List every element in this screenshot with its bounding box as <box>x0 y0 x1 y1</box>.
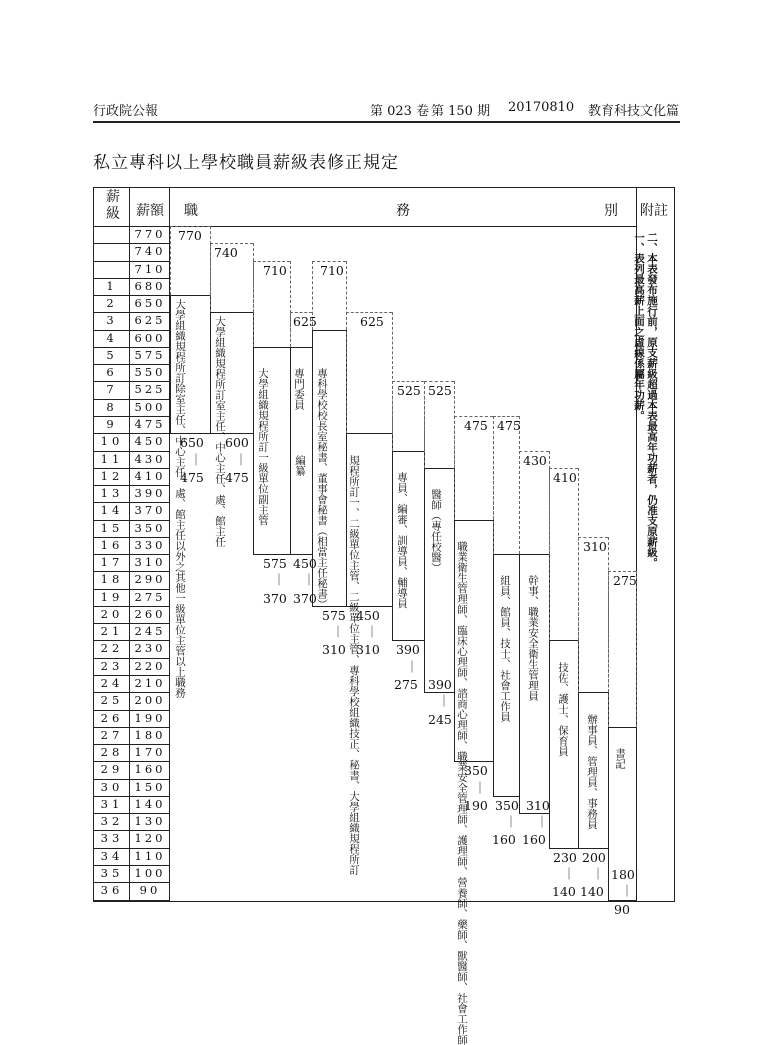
solid-top <box>290 347 312 348</box>
range-connector: ｜ <box>438 694 451 709</box>
solid-edge <box>454 520 455 762</box>
solid-edge <box>493 554 494 796</box>
dashed-edge <box>346 312 347 433</box>
amount-cell: 410 <box>134 468 166 483</box>
dashed-edge <box>519 451 520 555</box>
dashed-edge <box>608 571 609 726</box>
amount-cell: 210 <box>134 676 166 691</box>
section: 教育科技文化篇 <box>588 104 680 119</box>
grade-cell: 6 <box>106 365 118 380</box>
date: 20170810 <box>508 100 575 115</box>
range-connector: ｜ <box>474 780 487 795</box>
solid-bottom <box>424 692 454 693</box>
dashed-top <box>519 451 549 452</box>
grade-cell: 7 <box>106 382 118 397</box>
grade-cell: 32 <box>100 814 124 829</box>
range-d15_min: 90 <box>614 901 630 917</box>
amount-cell: 450 <box>134 434 166 449</box>
grade-cell: 18 <box>100 572 124 587</box>
solid-top <box>454 520 493 521</box>
solid-edge <box>210 312 211 433</box>
dashed-top <box>290 312 312 313</box>
range-d6_top: 710 <box>320 262 344 278</box>
solid-bottom <box>519 813 549 814</box>
note-2: 二、本表發布施行前，原支薪級超過本表最高年功薪者，仍准支原薪級。 <box>646 232 658 568</box>
note-1: 一、表列最高薪上面之虛線係屬年功薪。 <box>633 232 645 421</box>
issue: 第 150 期 <box>431 104 491 119</box>
solid-edge <box>608 727 609 900</box>
grade-cell: 9 <box>106 416 118 431</box>
grade-cell: 29 <box>100 762 124 777</box>
range-d9_min: 245 <box>428 711 452 727</box>
range-d2_min: 475 <box>225 469 249 485</box>
range-d12_max: 310 <box>526 797 550 813</box>
amount-cell: 550 <box>134 365 166 380</box>
salary-table <box>93 187 675 1045</box>
solid-top <box>608 727 636 728</box>
range-d10_top: 475 <box>464 417 488 433</box>
range-d10_min: 190 <box>464 797 488 813</box>
dashed-edge <box>454 416 455 520</box>
range-connector: ｜ <box>273 573 286 588</box>
range-d6_min: 310 <box>322 642 346 658</box>
col-note-header: 附註 <box>640 203 668 219</box>
solid-bottom <box>578 848 608 849</box>
amount-cell: 260 <box>134 606 166 621</box>
duty-d7: 規程所訂一、二級單位主管、二級單位主管、專科學校組織技正、秘書、大學組織規程所訂 <box>348 454 360 875</box>
dashed-top <box>424 381 454 382</box>
range-connector: ｜ <box>303 573 316 588</box>
amount-cell: 390 <box>134 486 166 501</box>
amount-cell: 100 <box>134 865 166 880</box>
range-d11_min: 160 <box>492 832 516 848</box>
solid-top <box>210 312 253 313</box>
duty-d12: 幹事、職業安全衛生管理員 <box>527 575 539 702</box>
col-duty-header-1: 職 <box>184 203 198 219</box>
dashed-top <box>346 312 392 313</box>
amount-cell: 140 <box>134 796 166 811</box>
header-rule <box>93 121 680 123</box>
solid-top <box>424 468 454 469</box>
grade-cell: 36 <box>100 883 124 898</box>
dashed-edge <box>549 468 550 641</box>
grade-cell: 22 <box>100 641 124 656</box>
dashed-edge <box>290 312 291 347</box>
range-d11_top: 475 <box>497 417 521 433</box>
amount-cell: 370 <box>134 503 166 518</box>
range-d1_min: 475 <box>180 469 204 485</box>
amount-cell: 150 <box>134 779 166 794</box>
amount-cell: 350 <box>134 520 166 535</box>
duty-d14: 辦事員、管理員、事務員 <box>586 713 598 830</box>
range-d8_min: 275 <box>394 677 418 693</box>
solid-top <box>170 295 210 296</box>
range-connector: ｜ <box>190 452 203 467</box>
grade-cell: 26 <box>100 710 124 725</box>
grade-cell: 5 <box>106 347 118 362</box>
solid-top <box>392 451 424 452</box>
amount-cell: 180 <box>134 727 166 742</box>
solid-edge <box>578 692 579 847</box>
amount-cell: 160 <box>134 762 166 777</box>
col-duty-header-2: 務 <box>396 203 410 219</box>
dashed-top <box>170 226 210 227</box>
solid-edge <box>519 554 520 813</box>
range-connector: ｜ <box>332 625 345 640</box>
grade-cell: 10 <box>100 434 124 449</box>
range-d7_min: 310 <box>356 642 380 658</box>
duty-d6: 專科學校校長室秘書、董事會秘書（相當主任秘書） <box>316 368 328 610</box>
grade-cell: 28 <box>100 745 124 760</box>
amount-cell: 525 <box>134 382 166 397</box>
grade-cell: 4 <box>106 330 118 345</box>
range-d9_max: 390 <box>428 677 452 693</box>
grade-cell: 23 <box>100 658 124 673</box>
range-d7_top: 625 <box>360 314 384 330</box>
range-d7_max: 450 <box>356 607 380 623</box>
dashed-edge <box>253 261 254 347</box>
dashed-top <box>608 571 636 572</box>
range-d11_max: 350 <box>495 797 519 813</box>
grade-cell: 20 <box>100 606 124 621</box>
amount-cell: 170 <box>134 745 166 760</box>
duty-d4: 專門委員 <box>293 368 305 411</box>
dashed-edge <box>424 381 425 467</box>
duty-d10: 職業衛生管理師、臨床心理師、諮商心理師、職業安全管理師、護理師、營養師、藥師、獸醫師、社會工作師 <box>456 540 468 1045</box>
duty-d11: 組員、館員、技士、社會工作員 <box>499 575 511 723</box>
amount-cell: 200 <box>134 693 166 708</box>
range-d1_top: 770 <box>178 228 202 243</box>
solid-bottom <box>290 554 312 555</box>
grade-cell: 2 <box>106 296 118 311</box>
amount-cell: 680 <box>134 278 166 293</box>
solid-bottom <box>493 796 519 797</box>
col-grade-header: 薪級 <box>106 189 120 222</box>
range-d13_top: 410 <box>553 469 577 485</box>
grade-cell: 31 <box>100 796 124 811</box>
dashed-edge <box>636 571 637 726</box>
grade-cell: 13 <box>100 486 124 501</box>
duty-d9: 醫師（專任校醫） <box>430 489 442 574</box>
publisher: 行政院公報 <box>93 104 159 119</box>
amount-cell: 770 <box>134 227 166 241</box>
amount-cell: 650 <box>134 296 166 311</box>
range-d14_min: 140 <box>580 884 604 900</box>
dashed-edge <box>392 381 393 450</box>
range-d15_top: 275 <box>613 573 637 589</box>
range-connector: ｜ <box>366 625 379 640</box>
amount-cell: 740 <box>134 244 166 259</box>
dashed-top <box>493 416 519 417</box>
range-connector: ｜ <box>406 659 419 674</box>
duty-d13: 技佐、護士、保育員 <box>557 661 569 757</box>
solid-bottom <box>549 848 578 849</box>
range-connector: ｜ <box>536 815 549 830</box>
solid-top <box>578 692 608 693</box>
solid-top <box>519 554 549 555</box>
grade-cell: 14 <box>100 503 124 518</box>
solid-edge <box>392 451 393 641</box>
dashed-top <box>549 468 578 469</box>
dashed-top <box>253 261 290 262</box>
solid-bottom <box>392 640 424 641</box>
dashed-top <box>578 537 608 538</box>
amount-cell: 710 <box>134 261 166 276</box>
grade-cell: 15 <box>100 520 124 535</box>
grade-cell: 12 <box>100 468 124 483</box>
volume: 第 023 卷 <box>370 104 430 119</box>
range-connector: ｜ <box>563 866 576 881</box>
solid-edge <box>346 433 347 606</box>
grade-cell: 21 <box>100 624 124 639</box>
dashed-edge <box>210 243 211 312</box>
solid-top <box>346 433 392 434</box>
range-d5_max: 450 <box>293 556 317 572</box>
grade-cell: 30 <box>100 779 124 794</box>
solid-edge <box>253 347 254 554</box>
solid-top <box>493 554 519 555</box>
amount-cell: 275 <box>134 589 166 604</box>
duty-d15: 書記 <box>614 748 626 770</box>
duty-d8: 專員、編審、訓導員、輔導員 <box>396 471 408 609</box>
range-d3_max: 575 <box>263 556 287 572</box>
range-d3_top: 710 <box>263 262 287 278</box>
solid-edge <box>170 295 171 433</box>
solid-bottom <box>253 554 290 555</box>
range-d5_min: 370 <box>293 590 317 606</box>
amount-cell: 290 <box>134 572 166 587</box>
range-d2_top: 740 <box>214 245 238 261</box>
amount-cell: 500 <box>134 399 166 414</box>
amount-cell: 130 <box>134 814 166 829</box>
range-connector: ｜ <box>505 815 518 830</box>
range-connector: ｜ <box>621 884 634 899</box>
solid-edge <box>290 347 291 554</box>
grade-cell: 34 <box>100 848 124 863</box>
amount-cell: 90 <box>139 883 161 898</box>
range-d3_min: 370 <box>263 590 287 606</box>
grade-cell: 16 <box>100 537 124 552</box>
amount-cell: 110 <box>134 848 166 863</box>
amount-cell: 190 <box>134 710 166 725</box>
range-d6_max: 575 <box>322 607 346 623</box>
dashed-top <box>392 381 424 382</box>
dashed-top <box>210 243 253 244</box>
range-d13_min: 140 <box>552 884 576 900</box>
grade-cell: 3 <box>106 313 118 328</box>
amount-cell: 430 <box>134 451 166 466</box>
range-d9_top: 525 <box>428 383 452 399</box>
duty-d1: 大學組織規程所訂除室主任、中心主任、處、館主任以外之其他一級單位主管以上職務 <box>174 299 186 699</box>
range-d12_top: 430 <box>523 452 547 468</box>
range-connector: ｜ <box>592 866 605 881</box>
row-divider <box>94 900 169 901</box>
amount-cell: 600 <box>134 330 166 345</box>
amount-cell: 230 <box>134 641 166 656</box>
range-d10_max: 350 <box>464 763 488 779</box>
duty-d2: 大學組織規程所訂室主任、中心主任、處、館主任 <box>214 316 226 548</box>
dashed-top <box>312 261 346 262</box>
range-d4_top: 625 <box>293 314 317 330</box>
grade-cell: 17 <box>100 555 124 570</box>
page-title: 私立專科以上學校職員薪級表修正規定 <box>93 153 399 173</box>
range-d14_top: 310 <box>583 538 607 554</box>
grade-cell: 11 <box>100 451 124 466</box>
range-connector: ｜ <box>235 452 248 467</box>
solid-edge <box>636 727 637 900</box>
amount-cell: 220 <box>134 658 166 673</box>
grade-cell: 24 <box>100 676 124 691</box>
col-duty-header-3: 別 <box>604 203 618 219</box>
grade-cell: 1 <box>106 278 118 293</box>
dashed-top <box>454 416 493 417</box>
dashed-edge <box>493 416 494 554</box>
range-d2_max: 600 <box>225 435 249 451</box>
range-d8_max: 390 <box>396 642 420 658</box>
grade-cell: 25 <box>100 693 124 708</box>
amount-cell: 625 <box>134 313 166 328</box>
range-d13_max: 230 <box>553 849 577 865</box>
dashed-edge <box>578 537 579 692</box>
amount-cell: 475 <box>134 416 166 431</box>
solid-bottom <box>608 900 636 901</box>
solid-top <box>549 640 578 641</box>
solid-top <box>312 330 346 331</box>
solid-edge <box>549 640 550 847</box>
grade-cell: 19 <box>100 589 124 604</box>
range-d1_max: 650 <box>180 435 204 451</box>
grade-cell: 33 <box>100 831 124 846</box>
solid-top <box>253 347 290 348</box>
col-amount-header: 薪額 <box>136 203 164 219</box>
duty-d3: 大學組織規程所訂一級單位副主管 <box>257 368 269 526</box>
amount-cell: 330 <box>134 537 166 552</box>
range-d14_max: 200 <box>582 849 606 865</box>
range-d12_min: 160 <box>522 832 546 848</box>
amount-cell: 120 <box>134 831 166 846</box>
grade-cell: 8 <box>106 399 118 414</box>
grade-cell: 35 <box>100 865 124 880</box>
range-d15_max: 180 <box>611 866 635 882</box>
amount-cell: 245 <box>134 624 166 639</box>
amount-cell: 575 <box>134 347 166 362</box>
range-d8_top: 525 <box>397 383 421 399</box>
amount-cell: 310 <box>134 555 166 570</box>
duty-d5: 編纂 <box>294 454 306 476</box>
dashed-edge <box>170 226 171 295</box>
grade-cell: 27 <box>100 727 124 742</box>
solid-edge <box>424 468 425 693</box>
